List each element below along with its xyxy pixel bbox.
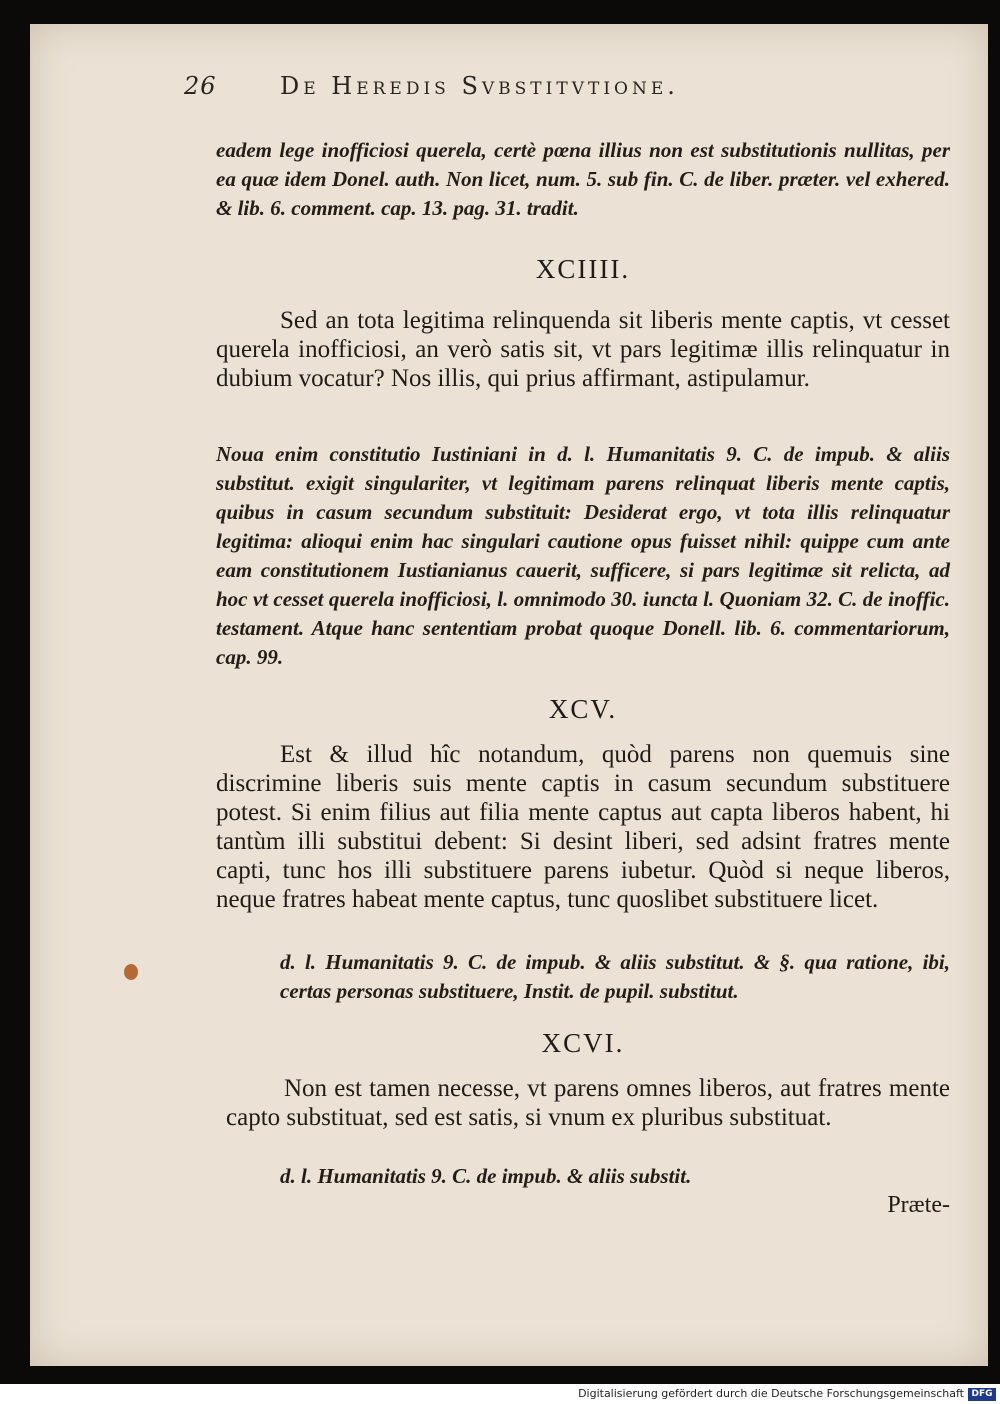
section-heading-xcv: XCV. xyxy=(548,694,618,724)
section-note-xciiii: Noua enim constitutio Iustiniani in d. l. Humanitatis 9. C. de impub. & aliis substitut. exigit singulariter, vt legitimam parens relinquat liberis mente captis, quibus in casum secundum substituit: Desiderat ergo, vt tota illis relinquatur legitima: alioqui enim hac singulari cautione opus fuisset nihil: quippe cum ante eam constitutionem Iustianianus cauerit, sufficere, si pars legitimæ sit relicta, ad hoc vt cesset querela inofficiosi, l. omnimodo 30. iuncta l. Quoniam 32. C. de inoffic. testament. Atque hanc sententiam probat quoque Donell. lib. 6. commentariorum, cap. 99. xyxy=(216,442,950,669)
section-heading-xcvi: XCVI. xyxy=(541,1028,625,1058)
intro-note: eadem lege inofficiosi querela, certè pœna illius non est substitutionis nullitas, per ea quæ idem Donel. auth. Non licet, num. 5. sub fin. C. de liber. præter. vel exhered. & lib. 6. comment. cap. 13. pag. 31. tradit. xyxy=(216,138,950,220)
section-text-xciiii: Sed an tota legitima relinquenda sit liberis mente captis, vt cesset querela inofficiosi, an verò satis sit, vt pars legitimæ illis relinquatur in dubium vocatur? Nos illis, qui prius affirmant, astipulamur. xyxy=(216,307,950,392)
catchword: Præte- xyxy=(887,1192,950,1218)
running-head xyxy=(184,72,904,106)
section-text-xcv: Est & illud hîc notandum, quòd parens non quemuis sine discrimine liberis suis mente captis in casum secundum substituere potest. Si enim filius aut filia mente captus aut capta liberos habent, hi tantùm illi substitui debent: Si desint liberi, sed adsint fratres mente capti, tunc hos illi substituere parens iubetur. Quòd si neque liberos, neque fratres habeat mente captus, tunc quoslibet substituere licet. xyxy=(216,741,950,913)
section-text-xcvi: Non est tamen necesse, vt parens omnes liberos, aut fratres mente capto substituat, sed est satis, si vnum ex pluribus substituat. xyxy=(226,1075,950,1131)
ink-stain xyxy=(124,964,138,980)
footer-bar xyxy=(0,1386,1000,1404)
page-number: 26 xyxy=(184,72,217,100)
section-note-xcvi: d. l. Humanitatis 9. C. de impub. & aliis substit. xyxy=(280,1164,692,1188)
section-heading-xciiii: XCIIII. xyxy=(535,254,631,284)
running-title: De Heredis Svbstitvtione. xyxy=(280,72,679,100)
footer-credit: Digitalisierung gefördert durch die Deutsche Forschungsgemeinschaft xyxy=(578,1387,964,1400)
section-note-xcv: d. l. Humanitatis 9. C. de impub. & aliis substitut. & §. qua ratione, ibi, certas personas substituere, Instit. de pupil. substitut. xyxy=(280,950,950,1003)
dfg-logo-icon: DFG xyxy=(968,1388,996,1401)
